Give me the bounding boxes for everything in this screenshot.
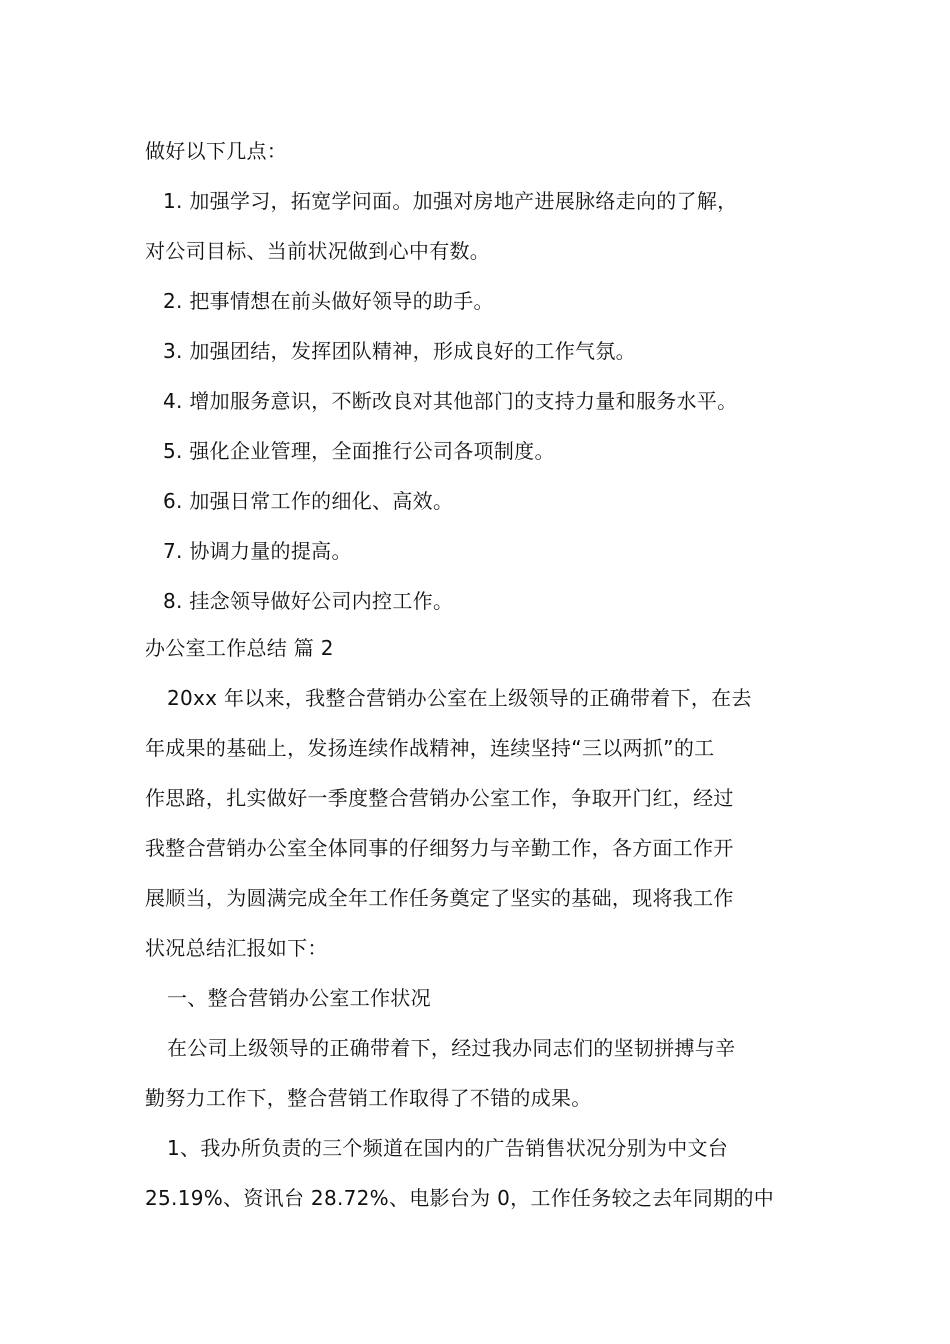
list-item-7: 7. 协调力量的提高。: [163, 539, 352, 563]
list-item-1-continued: 对公司目标、当前状况做到心中有数。: [145, 239, 491, 263]
list-item-8: 8. 挂念领导做好公司内控工作。: [163, 589, 454, 613]
list-item-4: 4. 增加服务意识，不断改良对其他部门的支持力量和服务水平。: [163, 389, 738, 413]
paragraph-line: 展顺当，为圆满完成全年工作任务奠定了坚实的基础，现将我工作: [145, 886, 734, 910]
list-item-6: 6. 加强日常工作的细化、高效。: [163, 489, 454, 513]
paragraph-line: 20xx 年以来，我整合营销办公室在上级领导的正确带着下，在去: [167, 686, 752, 710]
paragraph-line: 年成果的基础上，发扬连续作战精神，连续坚持“三以两抓”的工: [145, 736, 715, 760]
paragraph-line: 25.19%、资讯台 28.72%、电影台为 0，工作任务较之去年同期的中: [145, 1186, 775, 1210]
intro-text: 做好以下几点：: [145, 139, 288, 163]
paragraph-line: 我整合营销办公室全体同事的仔细努力与辛勤工作，各方面工作开: [145, 836, 734, 860]
paragraph-line: 状况总结汇报如下：: [145, 936, 328, 960]
list-item-2: 2. 把事情想在前头做好领导的助手。: [163, 289, 494, 313]
section-heading: 办公室工作总结 篇 2: [145, 636, 334, 660]
paragraph-line: 1、我办所负责的三个频道在国内的广告销售状况分别为中文台: [167, 1136, 729, 1160]
paragraph-line: 作思路，扎实做好一季度整合营销办公室工作，争取开门红，经过: [145, 786, 734, 810]
paragraph-line: 在公司上级领导的正确带着下，经过我办同志们的坚韧拼搏与辛: [167, 1036, 736, 1060]
list-item-3: 3. 加强团结，发挥团队精神，形成良好的工作气氛。: [163, 339, 636, 363]
list-item-1: 1. 加强学习，拓宽学问面。加强对房地产进展脉络走向的了解，: [163, 189, 738, 213]
list-item-5: 5. 强化企业管理，全面推行公司各项制度。: [163, 439, 555, 463]
subsection-heading: 一、整合营销办公室工作状况: [167, 986, 431, 1010]
paragraph-line: 勤努力工作下，整合营销工作取得了不错的成果。: [145, 1086, 592, 1110]
